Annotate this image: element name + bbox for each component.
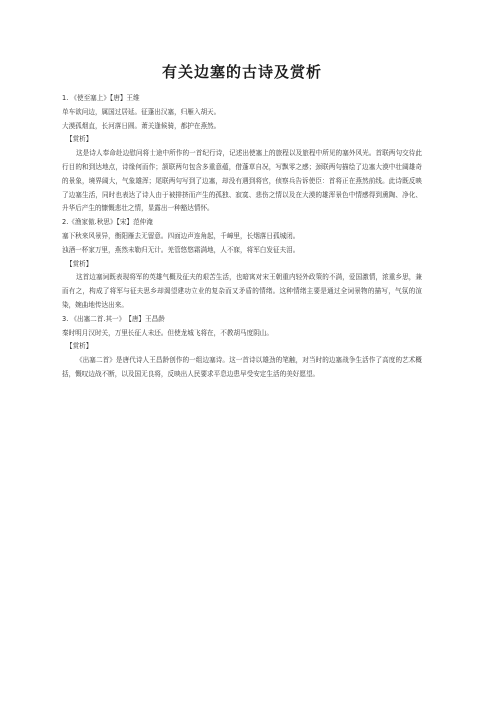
- poem-line: 单车欲问边，属国过居延。征蓬出汉塞，归雁入胡天。: [62, 107, 221, 116]
- analysis-tag: 【赏析】: [66, 135, 93, 144]
- poem-line: 大漠孤烟直，长河落日圆。萧关逢候骑，都护在燕然。: [62, 121, 221, 130]
- analysis-paragraph: 这是诗人奉命赴边慰问将士途中所作的一首纪行诗，记述出使塞上的旅程以及旅程中所见的塞外风光。首联两句交待此行目的和到达地点，诗缘何而作；颔联两句包含多重意蕴，借蓬草自况，写飘零之感；颈联两句描绘了边塞大漠中壮阔雄奇的景象，境界阔大，气象雄浑；尾联两句写到了边塞，却没有遇到将官，侦察兵告诉使臣：首将正在燕然前线。此诗既反映了边塞生活，同时也表达了诗人由于被排挤而产生的孤独、寂寞、悲伤之情以及在大漠的雄浑景色中情感得到熏陶、净化、升华后产生的慷慨悲壮之情，显露出一种豁达情怀。: [62, 149, 422, 213]
- poem-line: 秦时明月汉时关，万里长征人未还。但使龙城飞将在，不教胡马度阴山。: [62, 328, 273, 337]
- analysis-paragraph: 这首边塞词既表现将军的英雄气概及征夫的艰苦生活，也暗寓对宋王朝重内轻外政策的不满，爱国激情，浓重乡思，兼而有之，构成了将军与征夫思乡却渴望建功立业的复杂而又矛盾的情绪。这种情绪主要是通过全词景物的描写，气氛的渲染，婉曲地传达出来。: [62, 273, 422, 309]
- poem-heading: 1. 《使至塞上》【唐】王维: [62, 94, 140, 102]
- poem-heading: 3. 《出塞二首.其一》 【唐】王昌龄: [62, 314, 165, 323]
- poem-line: 浊酒一杯家万里，燕然未勒归无计。羌管悠悠霜满地，人不寐，将军白发征夫泪。: [62, 245, 300, 254]
- analysis-tag: 【赏析】: [66, 342, 93, 351]
- analysis-tag: 【赏析】: [66, 259, 93, 268]
- document-title: 有关边塞的古诗及赏析: [161, 63, 322, 81]
- analysis-paragraph: 《出塞二首》是唐代诗人王昌龄创作的一组边塞诗。这一首诗以雄劲的笔触，对当时的边塞战争生活作了高度的艺术概括，慨叹边战不断，以及国无良将，反映出人民要求平息边患早受安定生活的美好愿望。: [62, 356, 422, 378]
- poem-line: 塞下秋来风景异，衡阳雁去无留意。四面边声连角起，千嶂里，长烟落日孤城闭。: [62, 231, 300, 240]
- poem-heading: 2.《渔家傲.秋思》【宋】范仲淹: [62, 218, 153, 227]
